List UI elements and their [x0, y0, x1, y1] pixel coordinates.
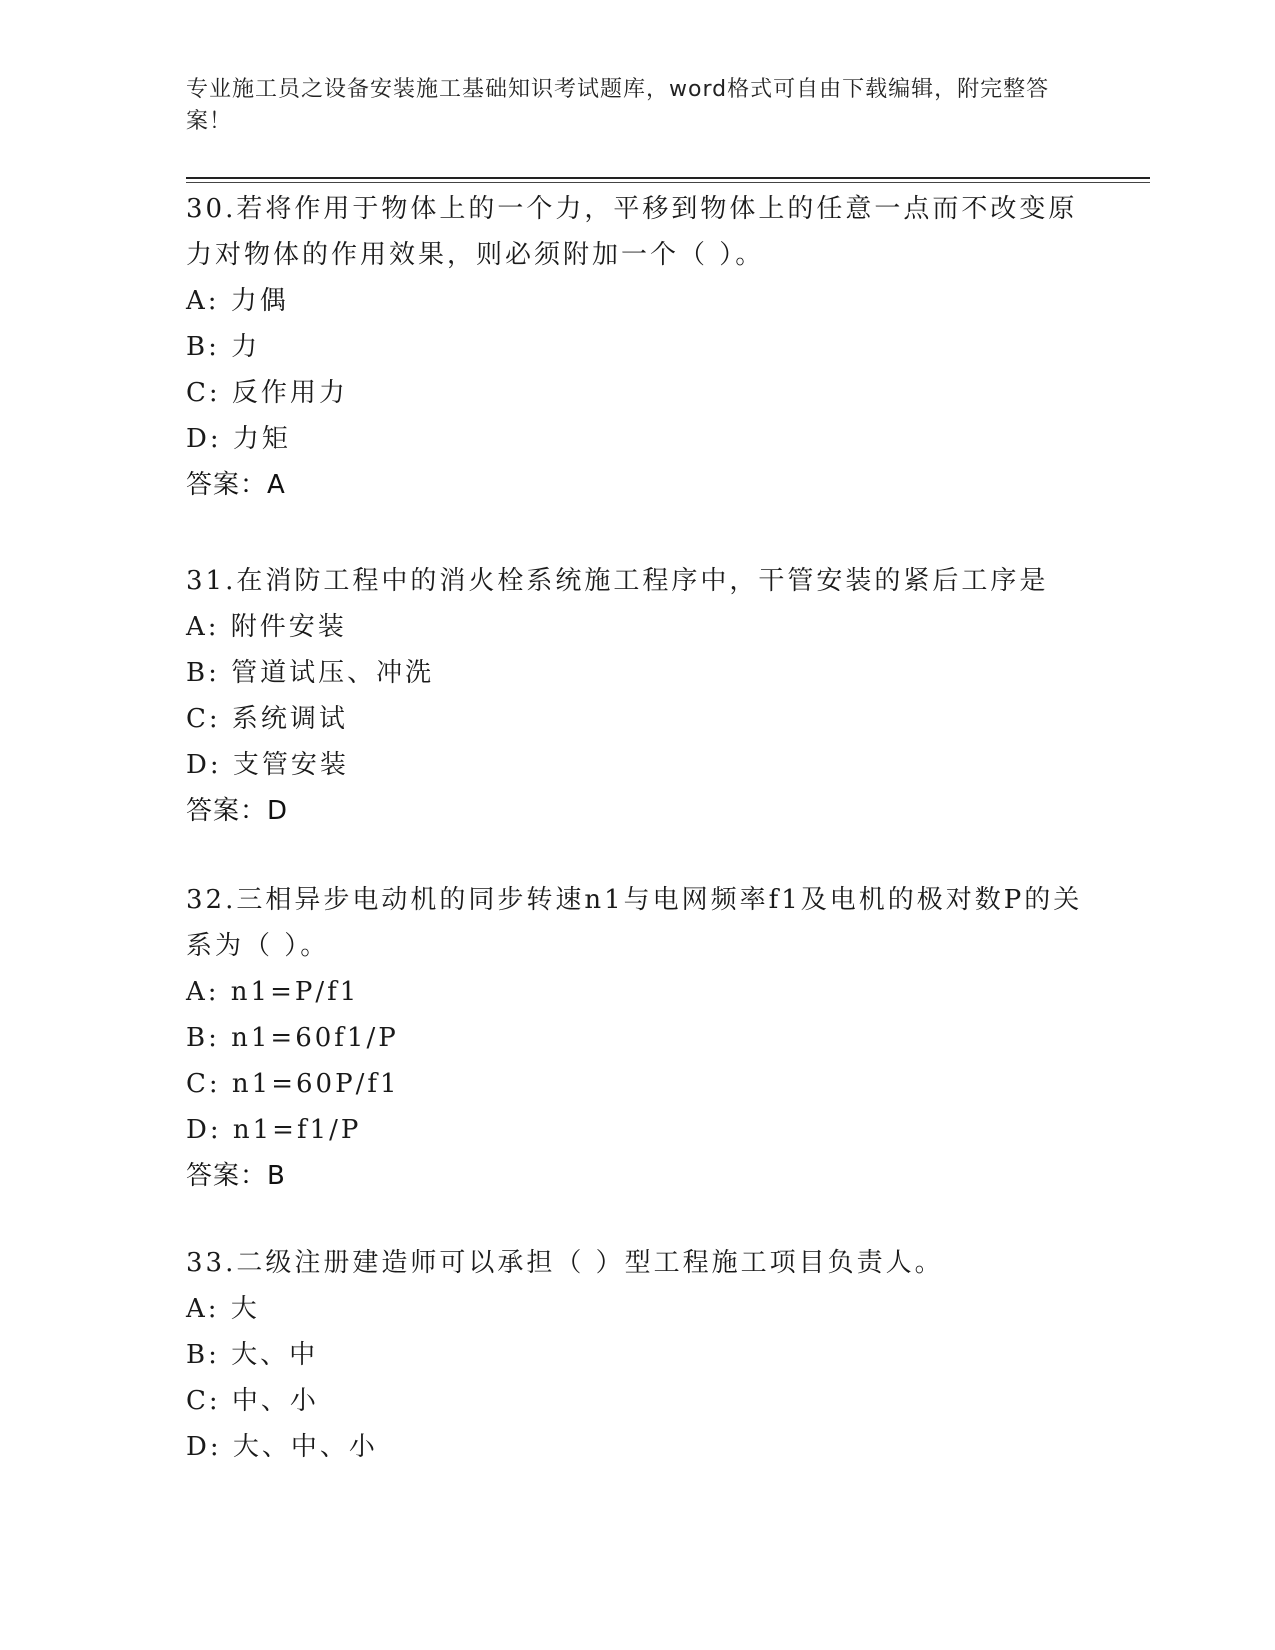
option-b: B: n1=60f1/P [186, 1023, 399, 1053]
option-d: D: 力矩 [186, 424, 291, 454]
option-a: A: 大 [186, 1294, 260, 1324]
question-31 [186, 558, 1086, 834]
option-b: B: 大、中 [186, 1340, 319, 1370]
option-a: A: 力偶 [186, 286, 289, 316]
header-divider-thin [186, 182, 1150, 183]
answer-label: 答案：B [186, 1161, 286, 1191]
option-c: C: 系统调试 [186, 704, 348, 734]
question-33 [186, 1240, 1086, 1470]
answer-label: 答案：D [186, 796, 289, 826]
option-d: D: 大、中、小 [186, 1432, 378, 1462]
option-d: D: 支管安装 [186, 750, 349, 780]
header-divider-thick [186, 177, 1150, 179]
option-c: C: n1=60P/f1 [186, 1069, 400, 1099]
option-b: B: 力 [186, 332, 261, 362]
option-c: C: 反作用力 [186, 378, 348, 408]
option-d: D: n1=f1/P [186, 1115, 362, 1145]
option-a: A: 附件安装 [186, 612, 347, 642]
question-stem: 30.若将作用于物体上的一个力，平移到物体上的任意一点而不改变原力对物体的作用效果，则必须附加一个（ ）。 [186, 194, 1078, 270]
question-stem: 31.在消防工程中的消火栓系统施工程序中，干管安装的紧后工序是 [186, 566, 1049, 596]
question-stem: 33.二级注册建造师可以承担（ ）型工程施工项目负责人。 [186, 1248, 944, 1278]
option-c: C: 中、小 [186, 1386, 319, 1416]
question-30 [186, 186, 1086, 508]
question-32 [186, 877, 1086, 1199]
option-b: B: 管道试压、冲洗 [186, 658, 435, 688]
question-stem: 32.三相异步电动机的同步转速n1与电网频率f1及电机的极对数P的关系为（ ）。 [186, 885, 1083, 961]
option-a: A: n1=P/f1 [186, 977, 360, 1007]
answer-label: 答案：A [186, 470, 286, 500]
document-header: 专业施工员之设备安装施工基础知识考试题库，word格式可自由下载编辑，附完整答案！ [186, 77, 1050, 134]
